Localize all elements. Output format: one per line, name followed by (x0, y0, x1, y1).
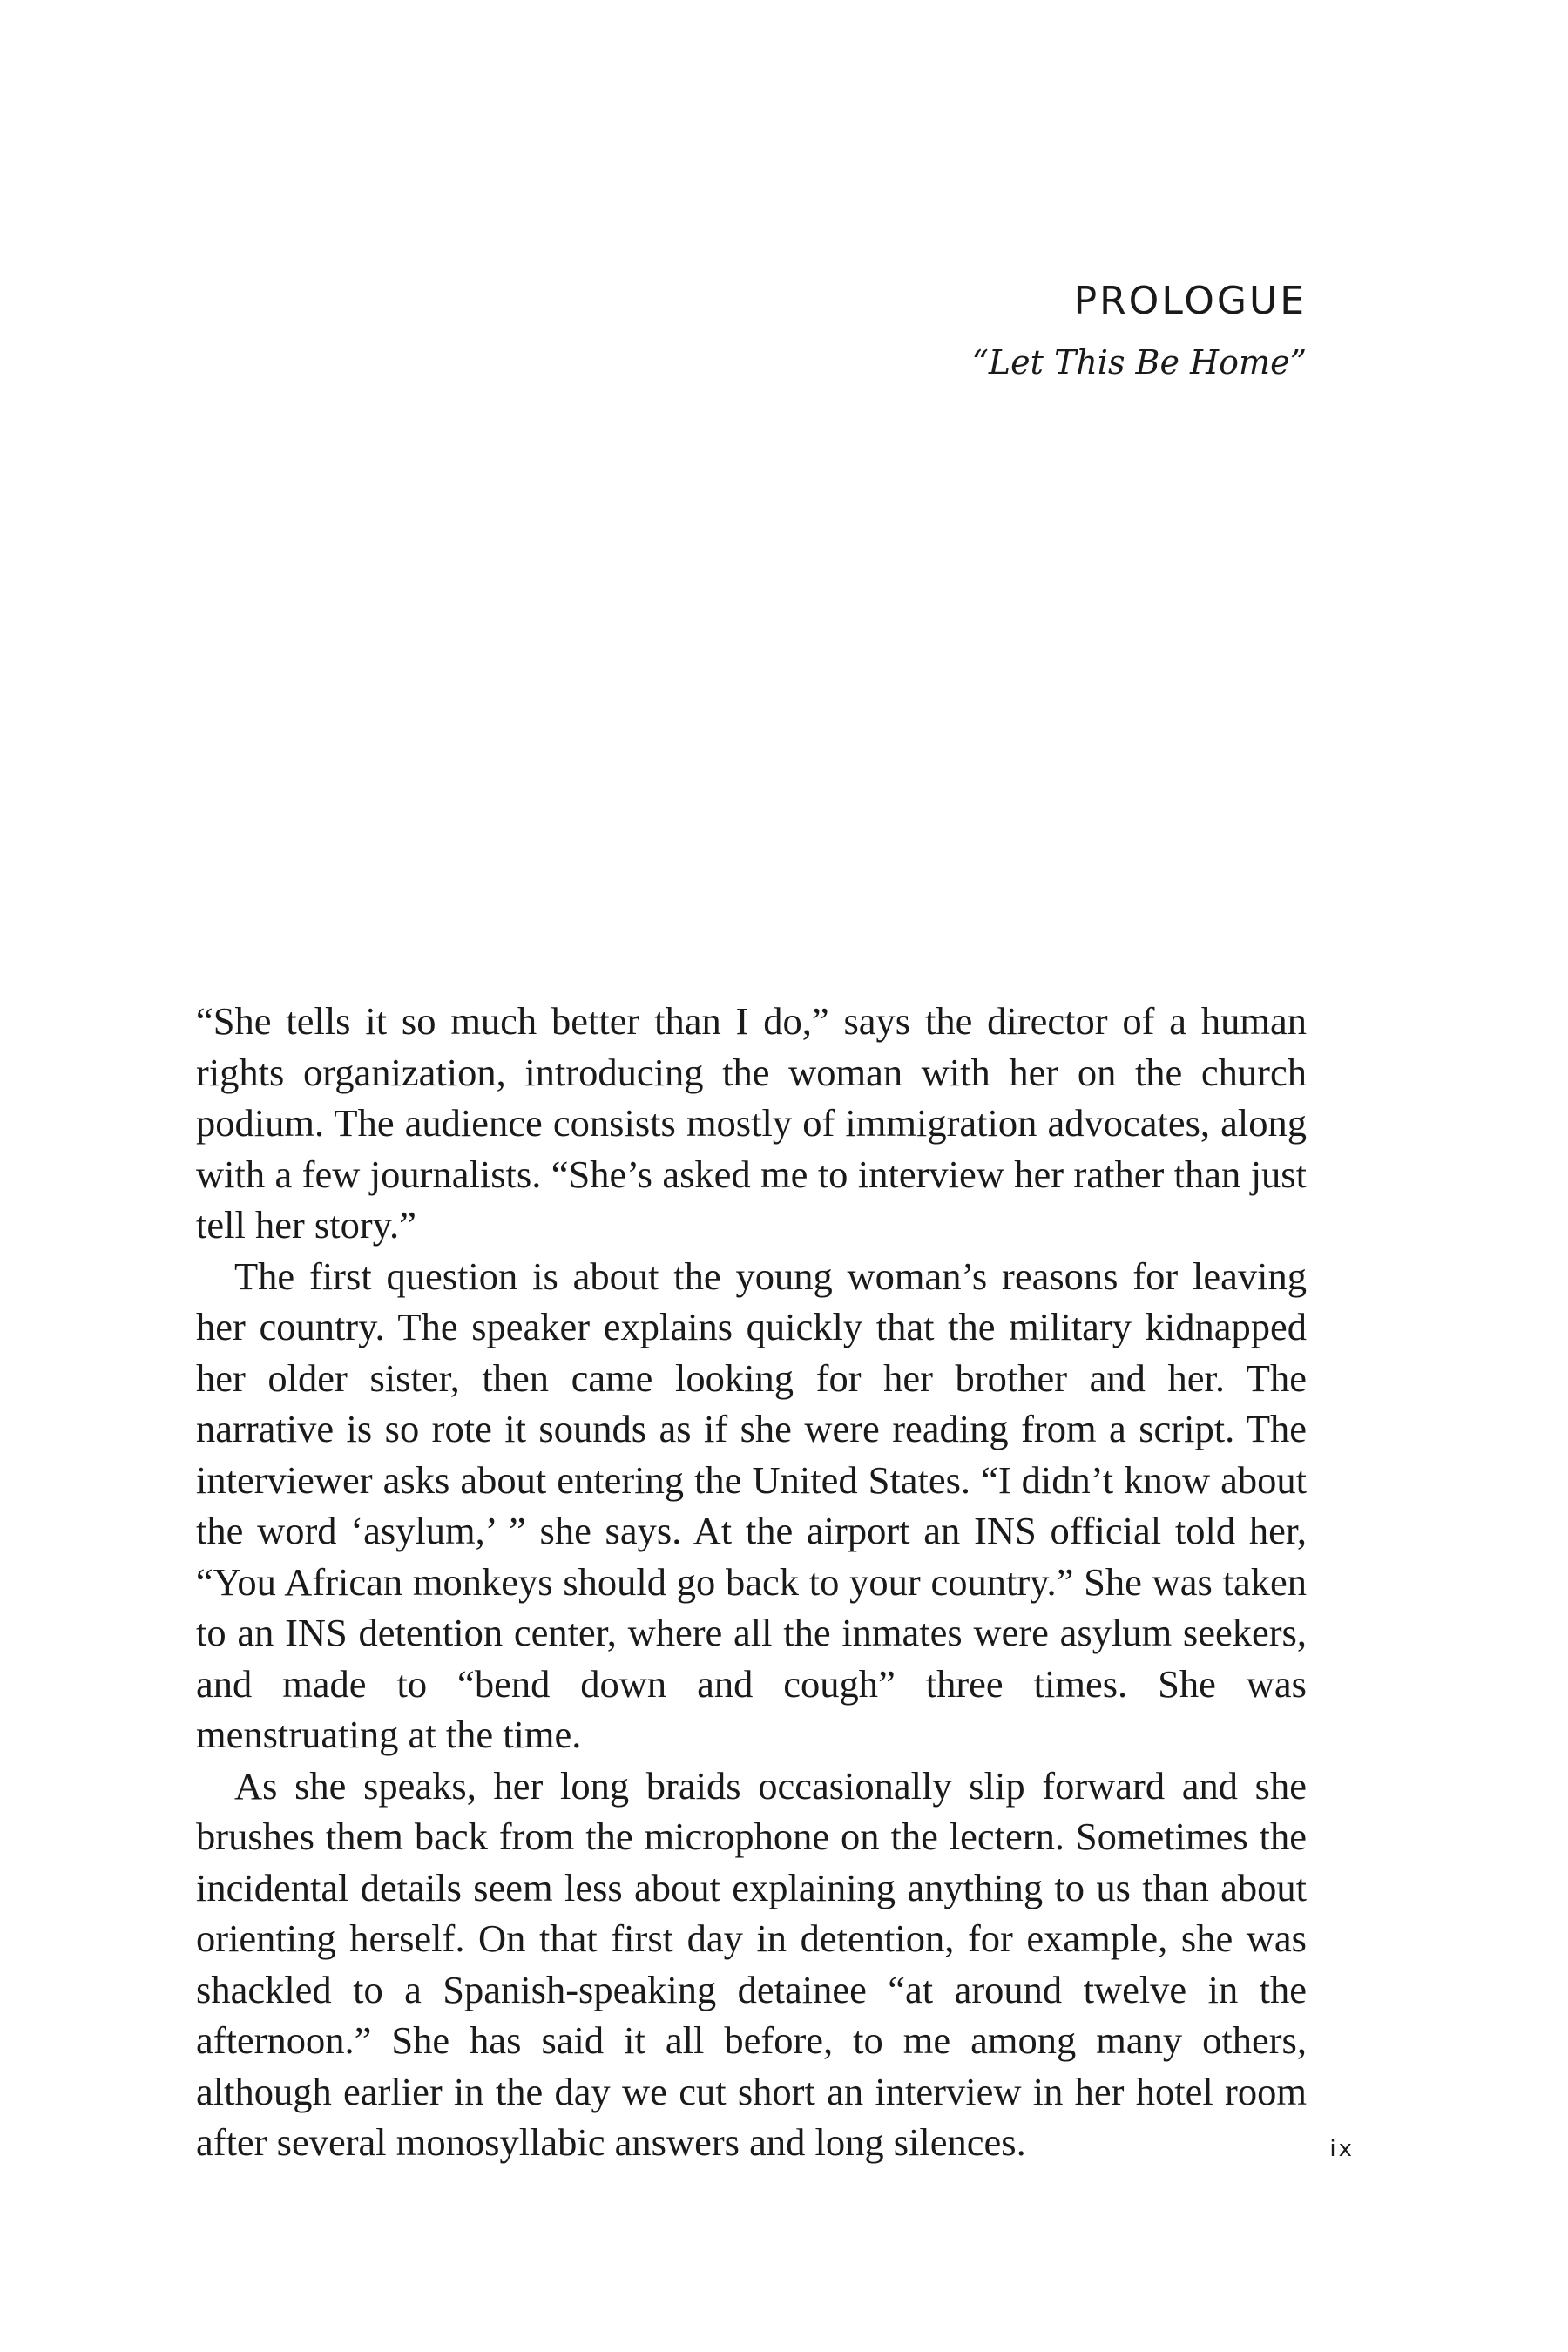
paragraph: As she speaks, her long braids occasionally slip forward and she brushes them back from the microphone on the lectern. Sometimes the incidental details seem less about explaining anything to us than about orienting herself. On that first day in detention, for example, she was shackled to a Spanish-speaking detainee “at around twelve in the afternoon.” She has said it all before, to me among many others, although earlier in the day we cut short an interview in her hotel room after several monosyllabic answers and long silences. (196, 1763, 1307, 2164)
chapter-heading (971, 280, 1307, 382)
body-text (196, 996, 1307, 2168)
paragraph: The first question is about the young woman’s reasons for leaving her country. The speaker explains quickly that the military kidnapped her older sister, then came looking for her brother and her. The narrative is so rote it sounds as if she were reading from a script. The interviewer asks about entering the United States. “I didn’t know about the word ‘asylum,’ ” she says. At the airport an INS official told her, “You African monkeys should go back to your country.” She was taken to an INS detention center, where all the inmates were asylum seekers, and made to “bend down and cough” three times. She was menstruating at the time. (196, 1254, 1307, 1756)
page-number: ix (1329, 2136, 1355, 2162)
paragraph: “She tells it so much better than I do,” says the director of a human rights organization, introducing the woman with her on the church podium. The audience consists mostly of immigration advocates, along with a few journalists. “She’s asked me to interview her rather than just tell her story.” (196, 999, 1307, 1247)
chapter-title: PROLOGUE (1073, 279, 1307, 323)
chapter-subtitle: “Let This Be Home” (971, 343, 1307, 382)
